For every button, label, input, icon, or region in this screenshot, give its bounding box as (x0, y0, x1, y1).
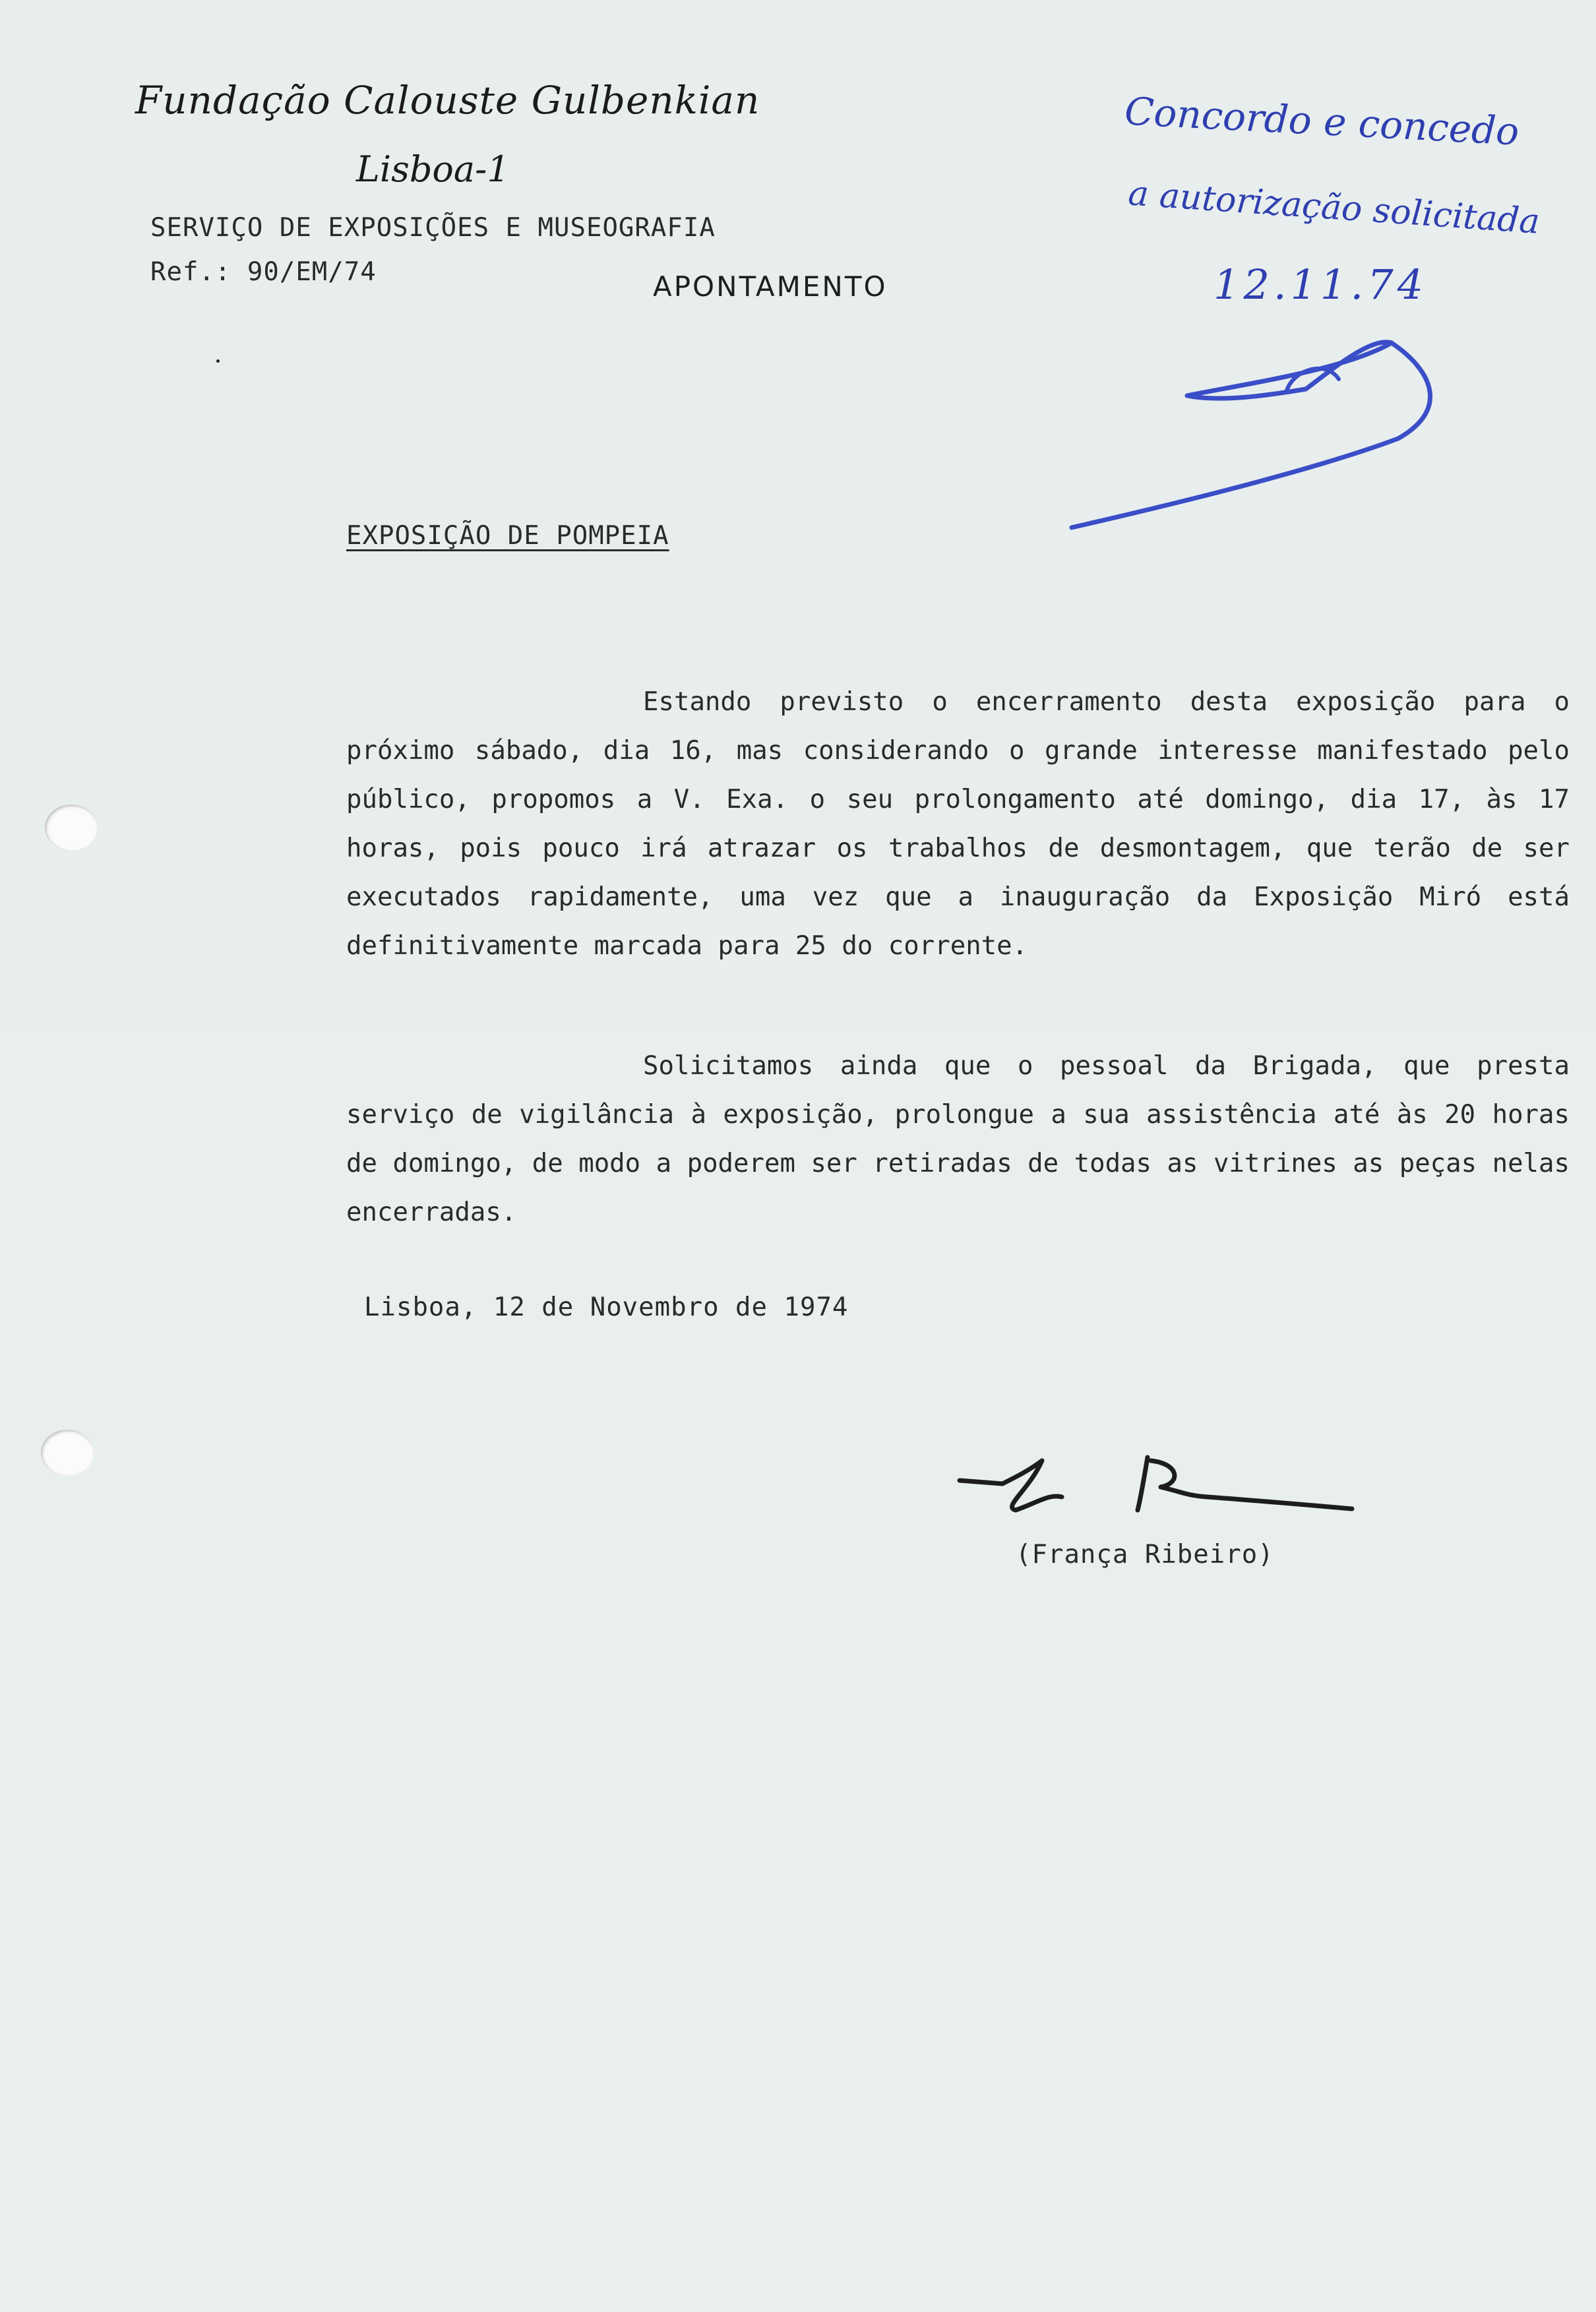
handwritten-note-line-2: a autorização solicitada (1126, 173, 1541, 242)
letterhead-foundation-name: Fundação Calouste Gulbenkian (135, 78, 760, 123)
approval-initials-mark (1072, 342, 1430, 528)
handwritten-note-line-1: Concordo e concedo (1123, 88, 1521, 154)
ink-speck (216, 359, 220, 363)
reference-number: Ref.: 90/EM/74 (150, 257, 377, 287)
document-title: EXPOSIÇÃO DE POMPEIA (346, 521, 669, 551)
handwritten-note-date: 12.11.74 (1213, 260, 1428, 309)
signature-mark (960, 1457, 1352, 1510)
punch-hole (45, 805, 98, 851)
paragraph-2: Solicitamos ainda que o pessoal da Brigada, que presta serviço de vigilância à exposição, prolongue a sua assistência até às 20 horas de domingo, de modo a poderem ser retiradas de todas as vitrines as peças nelas encerradas. (346, 1051, 1570, 1227)
document-type: APONTAMENTO (653, 270, 888, 303)
dateline: Lisboa, 12 de Novembro de 1974 (364, 1293, 849, 1322)
letterhead-city: Lisboa-1 (356, 148, 510, 190)
signatory-name: (França Ribeiro) (1016, 1540, 1274, 1569)
punch-hole (41, 1430, 94, 1476)
paragraph-1: Estando previsto o encerramento desta exposição para o próximo sábado, dia 16, mas considerando o grande interesse manifestado pelo público, propomos a V. Exa. o seu prolongamento até domingo, dia 17, às 17 horas, pois pouco irá atrazar os trabalhos de desmontagem, que terão de ser executados rapidamente, uma vez que a inauguração da Exposição Miró está definitivamente marcada para 25 do corrente. (346, 687, 1570, 961)
department-name: SERVIÇO DE EXPOSIÇÕES E MUSEOGRAFIA (150, 213, 716, 243)
